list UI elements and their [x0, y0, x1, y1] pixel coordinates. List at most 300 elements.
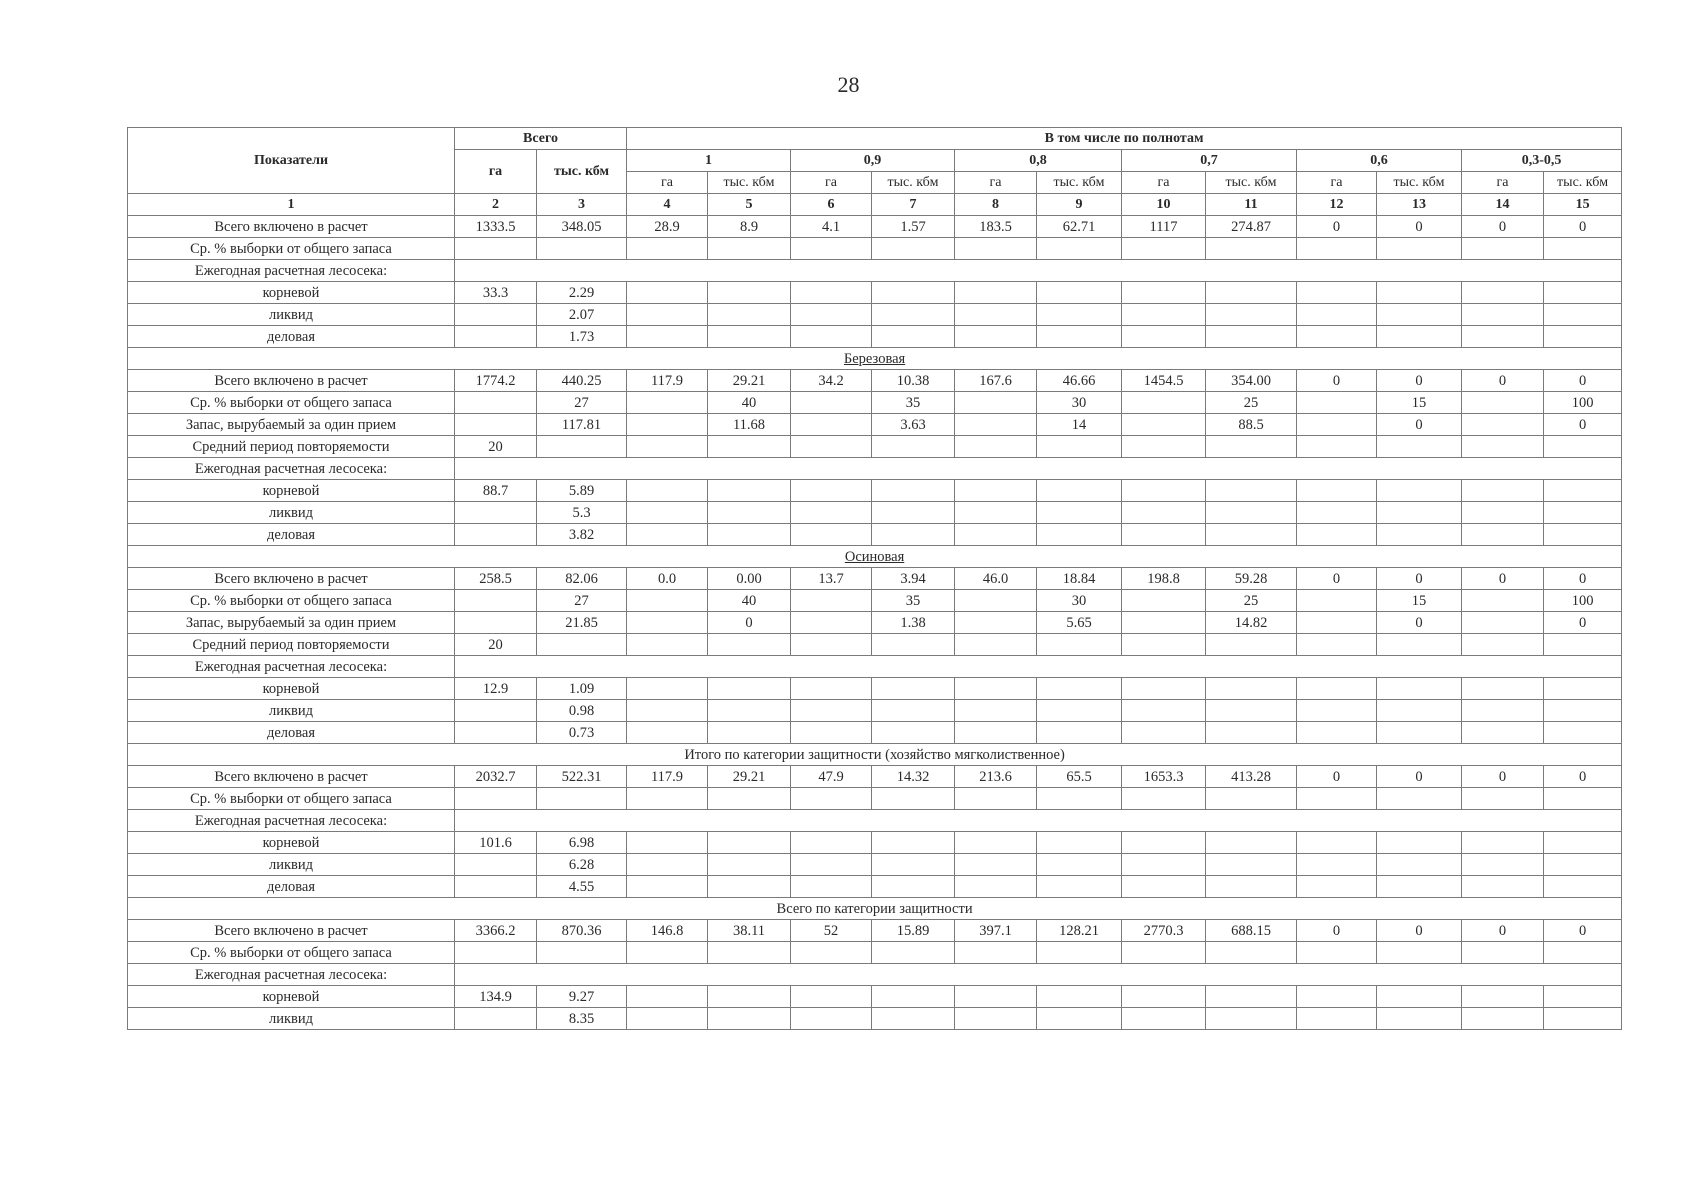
density-header-0-7: 0,7	[1122, 150, 1297, 172]
table-cell: 33.3	[455, 282, 537, 304]
table-cell	[708, 854, 791, 876]
table-cell	[791, 942, 872, 964]
table-cell: 12.9	[455, 678, 537, 700]
table-cell: 0	[1297, 568, 1377, 590]
table-cell	[872, 722, 955, 744]
table-row	[128, 788, 1622, 810]
table-cell	[708, 942, 791, 964]
table-row	[128, 832, 1622, 854]
table-cell	[955, 678, 1037, 700]
column-number: 10	[1122, 194, 1206, 216]
table-cell	[1037, 238, 1122, 260]
table-cell	[627, 524, 708, 546]
table-cell: 62.71	[1037, 216, 1122, 238]
table-cell: 65.5	[1037, 766, 1122, 788]
table-cell: 35	[872, 590, 955, 612]
table-cell	[1297, 854, 1377, 876]
table-cell	[955, 392, 1037, 414]
table-cell	[708, 986, 791, 1008]
table-cell	[1122, 634, 1206, 656]
table-row	[128, 1008, 1622, 1030]
table-cell: 3.63	[872, 414, 955, 436]
table-cell	[791, 832, 872, 854]
empty-span-cell	[455, 810, 1622, 832]
density-header-0-8: 0,8	[955, 150, 1122, 172]
table-cell	[708, 436, 791, 458]
table-cell	[1544, 436, 1622, 458]
table-cell	[1122, 722, 1206, 744]
table-cell	[1297, 986, 1377, 1008]
table-cell	[627, 282, 708, 304]
table-cell: 10.38	[872, 370, 955, 392]
table-cell	[1297, 832, 1377, 854]
table-cell: 15	[1377, 590, 1462, 612]
table-cell	[955, 304, 1037, 326]
table-cell	[627, 832, 708, 854]
table-cell	[1037, 524, 1122, 546]
table-cell	[1297, 282, 1377, 304]
table-cell	[1377, 480, 1462, 502]
table-cell	[455, 854, 537, 876]
table-cell: 117.81	[537, 414, 627, 436]
table-cell	[708, 678, 791, 700]
table-cell	[872, 238, 955, 260]
table-cell	[1377, 634, 1462, 656]
section-header-row	[128, 348, 1622, 370]
table-cell: 3366.2	[455, 920, 537, 942]
table-cell	[537, 942, 627, 964]
table-cell	[791, 986, 872, 1008]
table-row	[128, 414, 1622, 436]
table-cell	[1377, 942, 1462, 964]
table-cell	[1037, 304, 1122, 326]
table-cell	[791, 414, 872, 436]
table-cell: 0	[1544, 612, 1622, 634]
table-cell	[708, 282, 791, 304]
table-cell	[872, 502, 955, 524]
table-cell	[708, 788, 791, 810]
table-cell: 9.27	[537, 986, 627, 1008]
table-cell	[1122, 876, 1206, 898]
table-cell	[1122, 590, 1206, 612]
table-cell	[455, 722, 537, 744]
table-cell	[1037, 326, 1122, 348]
table-cell: 0	[1544, 414, 1622, 436]
table-cell	[791, 238, 872, 260]
table-cell	[1297, 942, 1377, 964]
table-cell	[1462, 326, 1544, 348]
empty-span-cell	[455, 964, 1622, 986]
table-cell	[537, 238, 627, 260]
total-ha-header: га	[455, 150, 537, 194]
table-cell	[1462, 238, 1544, 260]
table-cell: 0	[1462, 370, 1544, 392]
table-row	[128, 590, 1622, 612]
table-cell	[791, 700, 872, 722]
row-label: Запас, вырубаемый за один прием	[128, 414, 455, 436]
table-cell	[1037, 1008, 1122, 1030]
table-cell	[1206, 436, 1297, 458]
table-cell	[455, 788, 537, 810]
label-row	[128, 810, 1622, 832]
table-cell: 14.32	[872, 766, 955, 788]
table-cell	[708, 634, 791, 656]
table-cell: 2.29	[537, 282, 627, 304]
table-cell	[791, 678, 872, 700]
table-cell	[1037, 436, 1122, 458]
table-cell	[1122, 392, 1206, 414]
column-number: 11	[1206, 194, 1297, 216]
table-cell	[872, 678, 955, 700]
table-cell: 213.6	[955, 766, 1037, 788]
row-label: Всего включено в расчет	[128, 920, 455, 942]
total-header: Всего	[455, 128, 627, 150]
table-cell	[455, 502, 537, 524]
table-cell	[1037, 722, 1122, 744]
table-cell: 4.1	[791, 216, 872, 238]
table-cell	[1462, 942, 1544, 964]
table-row	[128, 282, 1622, 304]
table-cell	[627, 326, 708, 348]
row-label: ликвид	[128, 1008, 455, 1030]
table-cell	[872, 304, 955, 326]
table-cell	[872, 1008, 955, 1030]
table-row	[128, 436, 1622, 458]
table-cell	[1297, 700, 1377, 722]
table-cell: 0	[1544, 568, 1622, 590]
table-cell	[1544, 524, 1622, 546]
table-cell: 25	[1206, 392, 1297, 414]
table-cell: 3.82	[537, 524, 627, 546]
table-cell	[1206, 502, 1297, 524]
table-body	[128, 216, 1622, 1030]
table-cell	[1544, 942, 1622, 964]
table-cell	[872, 942, 955, 964]
table-cell	[1377, 502, 1462, 524]
table-cell	[1544, 238, 1622, 260]
table-cell: 1333.5	[455, 216, 537, 238]
table-cell	[455, 942, 537, 964]
table-cell	[1206, 282, 1297, 304]
table-cell: 1774.2	[455, 370, 537, 392]
table-cell	[1544, 304, 1622, 326]
table-cell	[1122, 502, 1206, 524]
density-header-0-9: 0,9	[791, 150, 955, 172]
table-cell	[627, 436, 708, 458]
table-cell: 20	[455, 436, 537, 458]
table-cell	[791, 1008, 872, 1030]
table-cell: 0	[1377, 370, 1462, 392]
table-cell: 40	[708, 590, 791, 612]
table-cell	[791, 854, 872, 876]
table-cell: 13.7	[791, 568, 872, 590]
row-label: ликвид	[128, 700, 455, 722]
table-row	[128, 920, 1622, 942]
table-cell	[1206, 678, 1297, 700]
table-cell	[791, 304, 872, 326]
table-cell: 0.00	[708, 568, 791, 590]
table-cell: 30	[1037, 392, 1122, 414]
table-cell: 2032.7	[455, 766, 537, 788]
column-number: 9	[1037, 194, 1122, 216]
table-cell	[537, 788, 627, 810]
table-cell	[1544, 832, 1622, 854]
table-cell	[1206, 1008, 1297, 1030]
table-cell	[1462, 722, 1544, 744]
table-cell	[1297, 326, 1377, 348]
table-cell	[1122, 326, 1206, 348]
table-cell	[1122, 414, 1206, 436]
table-cell	[791, 502, 872, 524]
table-cell	[708, 502, 791, 524]
table-cell	[1206, 788, 1297, 810]
table-cell: 35	[872, 392, 955, 414]
table-cell: 146.8	[627, 920, 708, 942]
table-cell	[1122, 304, 1206, 326]
table-cell: 522.31	[537, 766, 627, 788]
table-cell	[1462, 788, 1544, 810]
section-title	[128, 348, 1622, 370]
table-cell: 0	[1377, 766, 1462, 788]
table-cell	[1206, 832, 1297, 854]
table-cell	[1297, 876, 1377, 898]
table-cell	[1544, 876, 1622, 898]
row-label: Ср. % выборки от общего запаса	[128, 788, 455, 810]
table-cell	[708, 524, 791, 546]
table-cell	[1297, 788, 1377, 810]
label-row	[128, 458, 1622, 480]
table-cell	[708, 722, 791, 744]
row-label: ликвид	[128, 502, 455, 524]
table-row	[128, 502, 1622, 524]
table-cell: 128.21	[1037, 920, 1122, 942]
table-cell	[708, 326, 791, 348]
table-cell: 117.9	[627, 766, 708, 788]
table-cell	[955, 524, 1037, 546]
table-row	[128, 678, 1622, 700]
table-cell	[955, 282, 1037, 304]
table-cell	[1122, 942, 1206, 964]
table-cell: 0	[1297, 216, 1377, 238]
table-cell	[1297, 238, 1377, 260]
table-cell	[1122, 436, 1206, 458]
table-cell	[1462, 678, 1544, 700]
table-cell	[1377, 788, 1462, 810]
row-label: Ежегодная расчетная лесосека:	[128, 458, 455, 480]
empty-span-cell	[455, 260, 1622, 282]
table-cell	[955, 238, 1037, 260]
table-cell: 1454.5	[1122, 370, 1206, 392]
table-row	[128, 304, 1622, 326]
table-cell	[1297, 436, 1377, 458]
table-cell: 11.68	[708, 414, 791, 436]
table-cell: 14.82	[1206, 612, 1297, 634]
table-cell	[1037, 854, 1122, 876]
table-cell: 29.21	[708, 766, 791, 788]
table-cell: 27	[537, 590, 627, 612]
table-cell: 0	[708, 612, 791, 634]
column-number: 13	[1377, 194, 1462, 216]
table-cell: 413.28	[1206, 766, 1297, 788]
table-cell: 46.66	[1037, 370, 1122, 392]
by-density-header: В том числе по полнотам	[627, 128, 1622, 150]
row-label: деловая	[128, 876, 455, 898]
table-cell	[1122, 238, 1206, 260]
table-cell	[791, 634, 872, 656]
table-cell	[872, 986, 955, 1008]
table-cell	[1377, 700, 1462, 722]
column-number-row	[128, 194, 1622, 216]
table-row	[128, 854, 1622, 876]
unit-volume-header: тыс. кбм	[1206, 172, 1297, 194]
row-label: Всего включено в расчет	[128, 568, 455, 590]
table-cell	[1462, 392, 1544, 414]
table-cell: 0.73	[537, 722, 627, 744]
table-cell	[1462, 304, 1544, 326]
table-cell	[791, 326, 872, 348]
section-title-text: Осиновая	[844, 548, 905, 565]
table-cell	[791, 282, 872, 304]
row-label: Ежегодная расчетная лесосека:	[128, 964, 455, 986]
table-cell: 2770.3	[1122, 920, 1206, 942]
table-cell	[1462, 876, 1544, 898]
table-cell	[1377, 282, 1462, 304]
table-cell	[955, 854, 1037, 876]
table-cell	[791, 524, 872, 546]
section-header-row	[128, 898, 1622, 920]
table-cell	[1544, 502, 1622, 524]
table-cell	[955, 1008, 1037, 1030]
table-cell	[1544, 788, 1622, 810]
table-cell: 100	[1544, 392, 1622, 414]
table-cell	[1544, 854, 1622, 876]
table-cell: 1.57	[872, 216, 955, 238]
table-cell	[1462, 700, 1544, 722]
table-cell	[1462, 436, 1544, 458]
table-cell	[1206, 876, 1297, 898]
table-cell	[1122, 986, 1206, 1008]
table-cell	[955, 986, 1037, 1008]
table-cell	[1297, 304, 1377, 326]
column-number: 5	[708, 194, 791, 216]
row-label: Ежегодная расчетная лесосека:	[128, 810, 455, 832]
table-cell: 18.84	[1037, 568, 1122, 590]
table-cell: 870.36	[537, 920, 627, 942]
row-label: корневой	[128, 832, 455, 854]
table-cell	[1544, 722, 1622, 744]
table-cell	[627, 854, 708, 876]
table-cell: 0	[1377, 568, 1462, 590]
table-row	[128, 876, 1622, 898]
row-label: Ежегодная расчетная лесосека:	[128, 656, 455, 678]
page-number: 28	[837, 72, 860, 97]
table-cell: 38.11	[708, 920, 791, 942]
table-cell: 59.28	[1206, 568, 1297, 590]
table-cell	[1544, 986, 1622, 1008]
unit-ha-header: га	[627, 172, 708, 194]
table-cell	[708, 1008, 791, 1030]
table-cell	[627, 634, 708, 656]
table-cell	[1462, 854, 1544, 876]
table-cell	[955, 414, 1037, 436]
table-cell	[627, 480, 708, 502]
column-number: 7	[872, 194, 955, 216]
table-cell: 14	[1037, 414, 1122, 436]
table-cell: 0	[1544, 766, 1622, 788]
table-cell	[872, 700, 955, 722]
table-cell: 0	[1462, 216, 1544, 238]
table-cell	[791, 392, 872, 414]
table-cell	[627, 612, 708, 634]
table-cell	[1544, 282, 1622, 304]
table-cell: 397.1	[955, 920, 1037, 942]
table-cell	[791, 590, 872, 612]
unit-ha-header: га	[955, 172, 1037, 194]
table-cell	[1206, 942, 1297, 964]
table-cell	[791, 612, 872, 634]
table-cell	[872, 480, 955, 502]
table-cell: 82.06	[537, 568, 627, 590]
unit-volume-header: тыс. кбм	[1037, 172, 1122, 194]
table-cell	[1377, 436, 1462, 458]
table-cell	[1462, 1008, 1544, 1030]
unit-ha-header: га	[791, 172, 872, 194]
table-cell	[537, 436, 627, 458]
table-cell	[455, 524, 537, 546]
column-number: 12	[1297, 194, 1377, 216]
table-cell: 28.9	[627, 216, 708, 238]
table-cell	[1544, 678, 1622, 700]
table-cell	[455, 612, 537, 634]
table-cell: 0	[1297, 766, 1377, 788]
table-cell: 46.0	[955, 568, 1037, 590]
table-cell	[627, 590, 708, 612]
table-cell	[955, 502, 1037, 524]
table-cell: 8.35	[537, 1008, 627, 1030]
unit-volume-header: тыс. кбм	[1544, 172, 1622, 194]
label-row	[128, 260, 1622, 282]
table-cell: 101.6	[455, 832, 537, 854]
table-cell	[1544, 480, 1622, 502]
table-cell	[455, 700, 537, 722]
table-cell: 0	[1462, 920, 1544, 942]
table-cell	[1297, 502, 1377, 524]
row-label: корневой	[128, 282, 455, 304]
density-header-0-6: 0,6	[1297, 150, 1462, 172]
table-cell	[627, 876, 708, 898]
table-cell	[955, 942, 1037, 964]
table-cell	[455, 876, 537, 898]
table-row	[128, 480, 1622, 502]
table-cell	[1297, 612, 1377, 634]
forest-calculation-table	[127, 127, 1622, 1030]
table-cell	[1544, 700, 1622, 722]
table-cell: 0.0	[627, 568, 708, 590]
table-cell	[1462, 480, 1544, 502]
section-title	[128, 744, 1622, 766]
table-row	[128, 942, 1622, 964]
table-cell: 100	[1544, 590, 1622, 612]
row-label: Всего включено в расчет	[128, 766, 455, 788]
row-label: Ср. % выборки от общего запаса	[128, 238, 455, 260]
table-cell	[872, 282, 955, 304]
section-title-text: Итого по категории защитности (хозяйство мягколиственное)	[684, 746, 1065, 763]
table-cell	[455, 414, 537, 436]
row-label: Средний период повторяемости	[128, 634, 455, 656]
table-cell	[1462, 524, 1544, 546]
table-row	[128, 722, 1622, 744]
table-cell: 354.00	[1206, 370, 1297, 392]
